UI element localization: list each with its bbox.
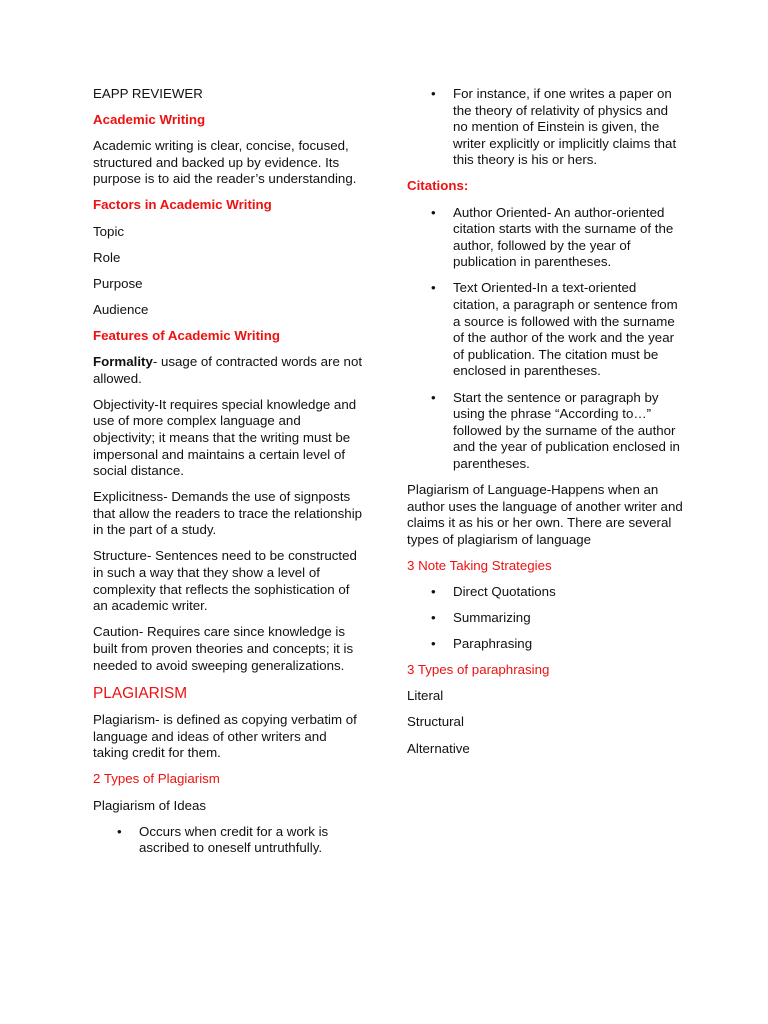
note-taking-list	[407, 584, 685, 653]
factor-item: Audience	[93, 301, 149, 317]
heading-plagiarism: PLAGIARISM	[93, 684, 188, 702]
citations-list	[407, 205, 685, 473]
list-item: • Paraphrasing	[453, 636, 685, 653]
feature-objectivity: Objectivity-It requires special knowledge and use of more complex language and objectivity; it means that the writing must be impersonal and maintains a certain level of social distance.	[93, 396, 357, 479]
plagiarism-definition: Plagiarism- is defined as copying verbatim of language and ideas of other writers and taking credit for them.	[93, 712, 357, 761]
doc-title: EAPP REVIEWER	[93, 86, 203, 101]
paraphrasing-type: Alternative	[407, 740, 470, 756]
feature-formality	[93, 354, 365, 387]
heading-factors: Factors in Academic Writing	[93, 197, 272, 213]
plagiarism-of-language: Plagiarism of Language-Happens when an author uses the language of another writer and claims it as his or her own. There are several types of plagiarism of language	[407, 481, 683, 547]
list-item: • For instance, if one writes a paper on the theory of relativity of physics and no mention of Einstein is given, the writer explicitly or implicitly claims that this theory is his or hers.	[453, 86, 685, 169]
academic-writing-definition: Academic writing is clear, concise, focused, structured and backed up by evidence. Its purpose is to aid the reader’s understanding.	[93, 138, 357, 187]
feature-caution: Caution- Requires care since knowledge is built from proven theories and concepts; it is needed to avoid sweeping generalizations.	[93, 624, 354, 673]
list-item: • Direct Quotations	[453, 584, 685, 601]
list-item: • Start the sentence or paragraph by using the phrase “According to…” followed by the surname of the author and the year of publication enclosed in parentheses.	[453, 390, 685, 473]
feature-explicitness: Explicitness- Demands the use of signposts that allow the readers to trace the relationship in the part of a study.	[93, 489, 363, 538]
plagiarism-of-ideas-label: Plagiarism of Ideas	[93, 797, 207, 813]
heading-features: Features of Academic Writing	[93, 327, 280, 343]
heading-citations: Citations:	[407, 178, 469, 194]
list-item: • Text Oriented-In a text-oriented citation, a paragraph or sentence from a source is followed with the surname of the author of the work and the year of publication. The citation must be enclosed in parentheses.	[453, 280, 685, 380]
factor-item: Purpose	[93, 275, 143, 291]
formality-text: - usage of contracted words are not allowed.	[93, 354, 363, 386]
formality-term: Formality	[93, 354, 153, 370]
heading-note-taking: 3 Note Taking Strategies	[407, 557, 552, 573]
left-column	[93, 86, 365, 866]
factor-item: Role	[93, 249, 121, 265]
factor-item: Topic	[93, 223, 125, 239]
paraphrasing-type: Literal	[407, 688, 444, 704]
heading-academic-writing: Academic Writing	[93, 112, 206, 128]
ideas-continued-list	[407, 86, 685, 169]
plagiarism-ideas-list	[93, 824, 365, 857]
heading-types-of-plagiarism: 2 Types of Plagiarism	[93, 771, 220, 787]
paraphrasing-type: Structural	[407, 714, 464, 730]
list-item: • Summarizing	[453, 610, 685, 627]
list-item: • Occurs when credit for a work is ascribed to oneself untruthfully.	[139, 824, 365, 857]
feature-structure: Structure- Sentences need to be constructed in such a way that they show a level of complexity that reflects the sophistication of an academic writer.	[93, 548, 357, 614]
list-item: • Author Oriented- An author-oriented citation starts with the surname of the author, followed by the year of publication in parentheses.	[453, 205, 685, 271]
right-column	[407, 86, 685, 767]
heading-paraphrasing-types: 3 Types of paraphrasing	[407, 662, 550, 678]
